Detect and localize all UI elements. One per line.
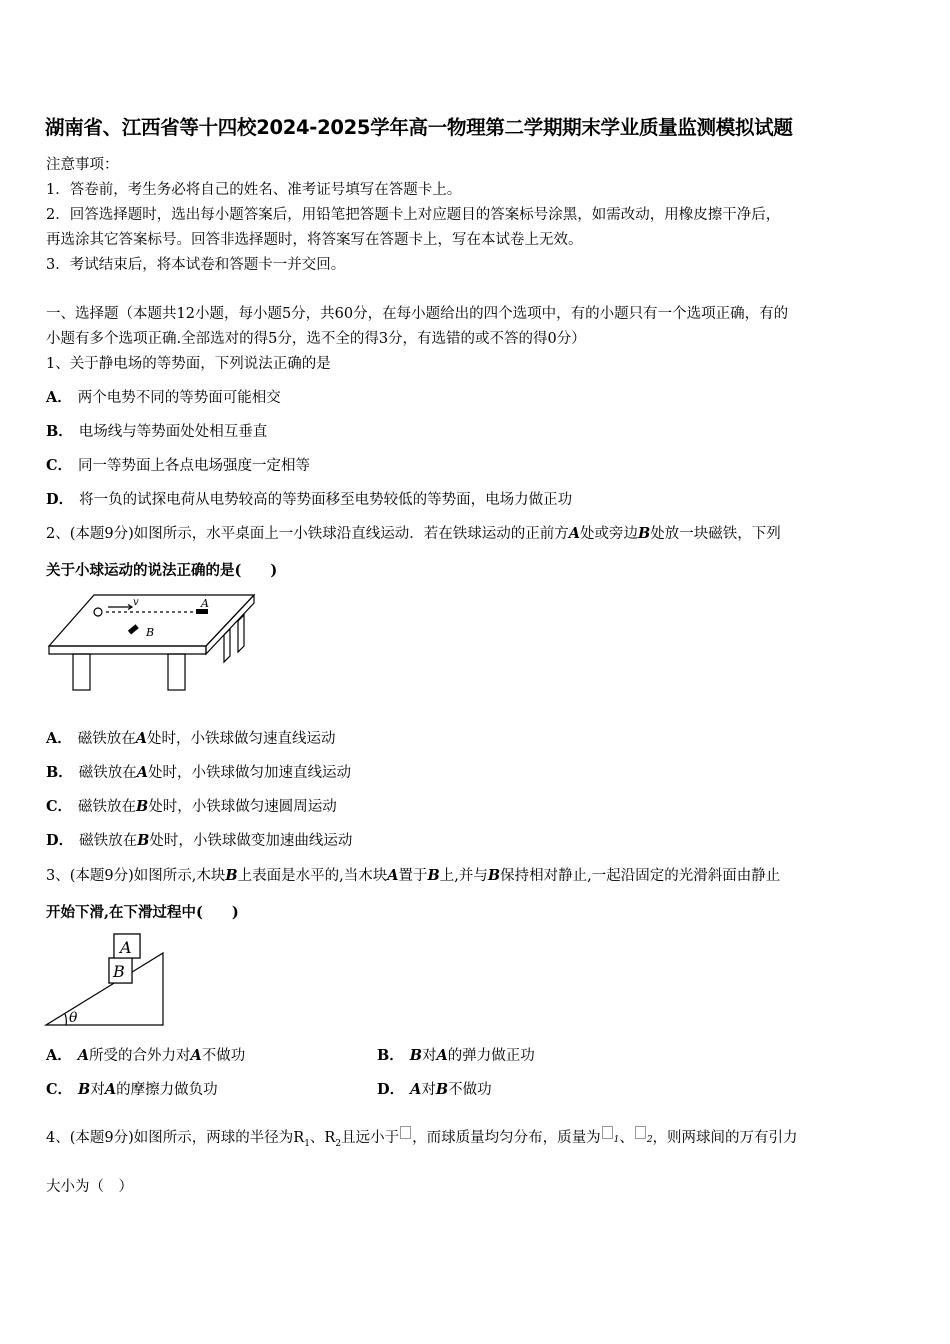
notice-item: 1．答卷前，考生务必将自己的姓名、准考证号填写在答题卡上。 [46,182,462,198]
angle-label: θ [69,1010,78,1026]
question-3-option-d [377,1078,492,1099]
stem-text: 、R [309,1130,336,1146]
question-1-option-a [46,386,281,407]
option-text: 磁铁放在 [78,765,137,781]
magnet-b [128,624,139,634]
incline [46,953,163,1025]
variable: A [410,1081,422,1098]
question-3-stem [46,864,780,885]
question-3-stem-cont: 开始下滑,在下滑过程中( ) [46,904,239,921]
missing-formula-icon [400,1126,411,1139]
variable: B [638,525,651,542]
option-text: 将一负的试探电荷从电势较高的等势面移至电势较低的等势面，电场力做正功 [79,492,573,508]
option-text: 处时，小铁球做匀速圆周运动 [148,799,337,815]
variable: A [387,867,399,884]
subscript: 2 [646,1135,653,1145]
position-b-label: B [146,626,155,639]
stem-text: 处放一块磁铁，下列 [650,526,781,542]
option-text: 处时，小铁球做匀加速直线运动 [148,765,352,781]
section-intro: 一、选择题（本题共12小题，每小题5分，共60分，在每小题给出的四个选项中，有的小题只有一个选项正确，有的 [46,306,789,322]
missing-formula-icon [635,1126,646,1139]
iron-ball [94,608,102,616]
question-1-option-b [46,420,267,441]
question-3-option-c [46,1078,218,1099]
option-text: 处时，小铁球做变加速曲线运动 [149,833,353,849]
option-label: A． [46,1047,72,1064]
option-text: 的弹力做正功 [447,1048,535,1064]
question-2-option-d [46,829,352,850]
option-text: 磁铁放在 [78,799,137,815]
stem-text: 、 [619,1130,634,1146]
variable: B [409,1047,423,1064]
variable: A [135,730,148,747]
stem-text: 处或旁边 [580,526,639,542]
variable: B [225,867,238,884]
variable: B [78,1081,91,1098]
question-2-stem-cont: 关于小球运动的说法正确的是( ) [46,562,278,579]
option-text: 同一等势面上各点电场强度一定相等 [78,458,311,474]
option-label: A． [46,389,72,406]
stem-text: 上表面是水平的,当木块 [237,868,388,884]
notice-item: 再选涂其它答案标号。回答非选择题时，将答案写在答题卡上，写在本试卷上无效。 [46,232,583,248]
subscript: 1 [613,1135,620,1145]
question-1-stem: 1、关于静电场的等势面，下列说法正确的是 [46,356,331,372]
option-text: 对 [421,1082,436,1098]
stem-text: ，则两球间的万有引力 [652,1130,798,1146]
table-figure [46,590,261,695]
variable: B [487,867,501,884]
option-text: 的摩擦力做负功 [116,1082,218,1098]
table-leg [224,629,230,662]
question-3-option-a [46,1044,245,1065]
option-label: D． [46,491,74,508]
question-4-stem-cont: 大小为（ ） [46,1179,133,1195]
stem-text: 2、(本题9分)如图所示，水平桌面上一小铁球沿直线运动．若在铁球运动的正前方 [46,526,569,542]
question-2-option-c [46,795,337,816]
variable: A [77,1047,90,1064]
variable: B [435,1081,449,1098]
notice-item: 2．回答选择题时，选出每小题答案后，用铅笔把答题卡上对应题目的答案标号涂黑，如需改动，用橡皮擦干净后， [46,207,781,223]
block-b-label: B [113,962,125,981]
question-4-stem [46,1126,798,1149]
position-a-label: A [201,597,209,610]
notice-heading: 注意事项： [46,157,119,173]
option-label: B． [46,764,73,781]
variable: A [190,1047,202,1064]
stem-text: 保持相对静止,一起沿固定的光滑斜面由静止 [500,868,781,884]
option-label: C． [46,798,73,815]
subscript: 1 [304,1138,310,1149]
subscript: 2 [335,1138,342,1149]
option-text: 磁铁放在 [77,731,136,747]
option-label: B． [377,1047,404,1064]
option-label: C． [46,1081,73,1098]
incline-figure [44,931,166,1029]
question-1-option-d [46,488,572,509]
angle-arc [65,1014,66,1025]
question-2-stem [46,522,781,543]
variable: A [104,1081,117,1098]
option-label: B． [46,423,73,440]
option-text: 电场线与等势面处处相互垂直 [78,424,268,440]
option-label: C． [46,457,73,474]
option-label: D． [46,832,74,849]
variable: B [427,867,440,884]
velocity-label: v [133,597,139,608]
option-text: 不做功 [201,1048,246,1064]
option-text: 对 [90,1082,105,1098]
question-2-option-a [46,727,336,748]
block-a-label: A [120,938,132,957]
question-1-option-c [46,454,310,475]
option-text: 两个电势不同的等势面可能相交 [77,390,281,406]
option-label: D． [377,1081,405,1098]
question-3-option-b [377,1044,535,1065]
option-text: 处时，小铁球做匀速直线运动 [147,731,336,747]
stem-text: 3、(本题9分)如图所示,木块 [46,868,226,884]
variable: B [137,832,150,849]
option-text: 磁铁放在 [79,833,138,849]
stem-text: 4、(本题9分)如图所示，两球的半径为R [46,1130,305,1146]
variable: A [136,764,149,781]
option-text: 对 [422,1048,437,1064]
section-intro: 小题有多个选项正确.全部选对的得5分，选不全的得3分，有选错的或不答的得0分） [46,331,586,347]
stem-text: 且远小于 [341,1130,400,1146]
table-front-edge [49,646,206,654]
option-label: A． [46,730,72,747]
variable: B [136,798,149,815]
page-title: 湖南省、江西省等十四校2024-2025学年高一物理第二学期期末学业质量监测模拟试题 [45,116,793,139]
stem-text: 上,并与 [439,868,488,884]
stem-text: 置于 [398,868,428,884]
option-text: 不做功 [448,1082,492,1098]
table-leg [168,654,185,690]
option-text: 所受的合外力对 [89,1048,191,1064]
question-2-option-b [46,761,351,782]
stem-text: ，而球质量均匀分布，质量为 [412,1130,601,1146]
table-leg [73,654,90,690]
variable: A [568,525,581,542]
variable: A [436,1047,448,1064]
missing-formula-icon [602,1126,613,1139]
notice-item: 3．考试结束后，将本试卷和答题卡一并交回。 [46,257,346,273]
table-leg [238,615,244,652]
